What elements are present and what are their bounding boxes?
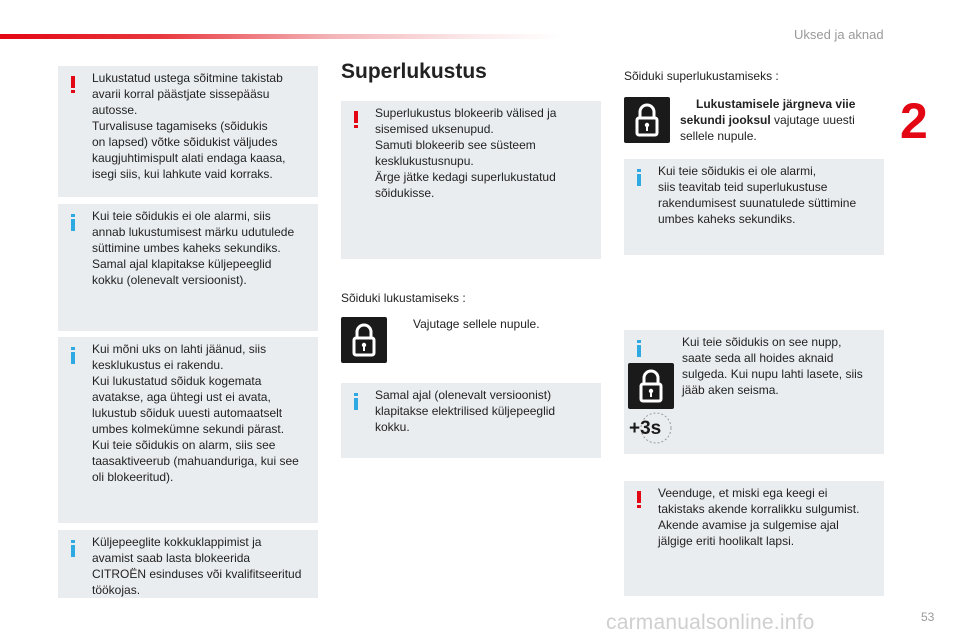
warning-icon <box>71 76 75 92</box>
info-text: Kui teie sõidukis on see nupp, saate seda all hoides aknaid sulgeda. Kui nupu lahti lasete, siis jääb aken seisma. <box>682 335 863 397</box>
lock-intro-text: Sõiduki lukustamiseks : <box>341 291 466 305</box>
lock-button-icon <box>624 97 670 143</box>
warning-text: Superlukustus blokeerib välised ja sisemised uksenupud. Samuti blokeerib see süsteem kesklukustusnupu. Ärge jätke kedagi superlukustatud sõidukisse. <box>375 106 557 200</box>
superlock-intro-text: Sõiduki superlukustamiseks : <box>624 69 779 83</box>
superlock-step-bold: Lukustamisele järgneva viie sekundi jooksul <box>680 97 856 127</box>
info-box-window-close <box>624 330 884 454</box>
info-text: Samal ajal (olenevalt versioonist) klapitakse elektrilised küljepeeglid kokku. <box>375 388 556 434</box>
section-title: Uksed ja aknad <box>794 27 884 42</box>
warning-box-windows <box>624 481 884 596</box>
info-box-mirrors-fold <box>341 383 601 458</box>
warning-box-locked-doors <box>58 66 318 197</box>
info-icon <box>71 540 75 556</box>
page-title: Superlukustus <box>341 60 487 83</box>
warning-box-superlock <box>341 101 601 259</box>
page-number: 53 <box>921 610 935 624</box>
lock-button-icon <box>341 317 387 363</box>
info-icon <box>354 393 358 409</box>
watermark: carmanualsonline.info <box>606 611 815 634</box>
timer-icon <box>626 410 676 446</box>
info-text: Kui teie sõidukis ei ole alarmi, siis teavitab teid superlukustuse rakendumisest suunatulede süttimine umbes kaheks sekundiks. <box>658 164 857 226</box>
info-icon <box>71 214 75 230</box>
warning-icon <box>354 111 358 127</box>
info-icon <box>71 347 75 363</box>
info-text: Küljepeeglite kokkuklappimist ja avamist saab lasta blokeerida CITROËN esinduses või kvalifitseeritud töökojas. <box>92 535 302 597</box>
info-box-door-open <box>58 337 318 523</box>
timer-label: +3s <box>629 418 662 439</box>
superlock-step <box>680 96 888 144</box>
chapter-number: 2 <box>900 93 928 149</box>
lock-step-text: Vajutage sellele nupule. <box>413 317 540 331</box>
lock-step <box>397 316 540 332</box>
info-box-mirrors <box>58 530 318 598</box>
info-icon <box>637 169 641 185</box>
info-box-direction-lights <box>624 159 884 255</box>
lock-button-icon <box>628 363 674 409</box>
info-text: Kui teie sõidukis ei ole alarmi, siis annab lukustumisest märku udutulede süttimine umbes kaheks sekundiks. Samal ajal klapitakse küljepeeglid kokku (olenevalt versioonist). <box>92 209 295 287</box>
info-box-fog-lights <box>58 204 318 331</box>
warning-icon <box>637 491 641 507</box>
superlock-step-rest: vajutage uuesti sellele nupule. <box>680 113 855 143</box>
info-icon <box>637 340 641 356</box>
warning-text: Lukustatud ustega sõitmine takistab avarii korral päästjate sissepääsu autosse. Turvalisuse tagamiseks (sõidukis on lapsed) võtke sõidukist väljudes kaugjuhtimispult alati endaga kaasa, isegi siis, kui lahkute vaid korraks. <box>92 71 286 181</box>
info-text: Kui mõni uks on lahti jäänud, siis kesklukustus ei rakendu. Kui lukustatud sõiduk kogemata avatakse, aga ühtegi ust ei avata, lukustub sõiduk uuesti automaatselt umbes kolmekümne sekundi pärast. Kui teie sõidukis on alarm, siis see taasaktiveerub (mahuanduriga, kui see oli blokeeritud). <box>92 342 299 484</box>
warning-text: Veenduge, et miski ega keegi ei takistaks akende korralikku sulgumist. Akende avamise ja sulgemise ajal jälgige eriti hoolikalt lapsi. <box>658 486 860 548</box>
